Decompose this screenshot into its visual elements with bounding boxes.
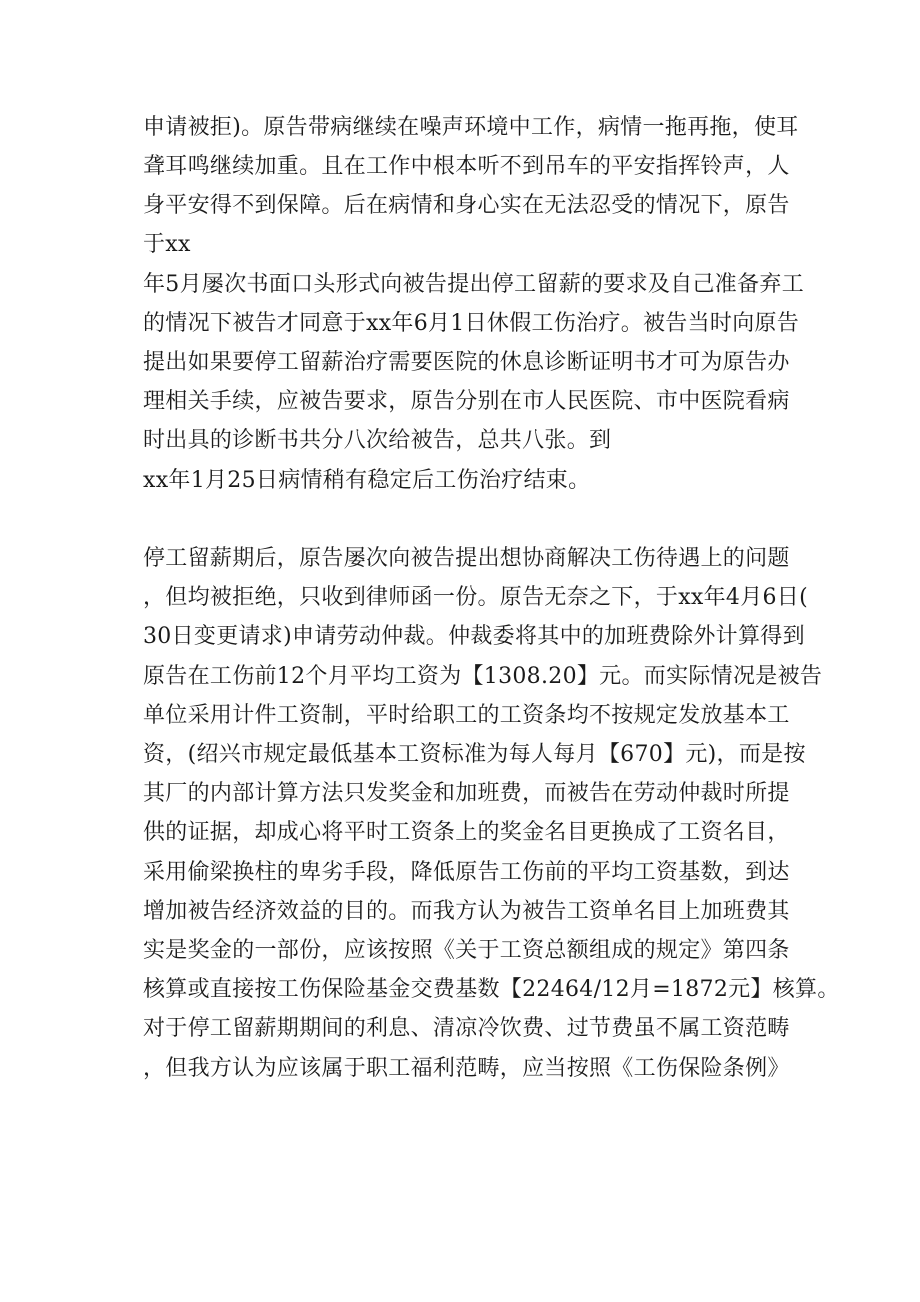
- paragraph-2-line-8: 供的证据，却成心将平时工资条上的奖金名目更换成了工资名目，: [143, 820, 790, 845]
- paragraph-2-line-4: 原告在工伤前12个月平均工资为【1308.20】元。而实际情况是被告: [143, 664, 823, 689]
- paragraph-2-line-12: 核算或直接按工伤保险基金交费基数【22464/12月=1872元】核算。: [143, 977, 840, 1002]
- paragraph-1-line-7: 提出如果要停工留薪治疗需要医院的休息诊断证明书才可为原告办: [143, 350, 790, 375]
- paragraph-2-line-10: 增加被告经济效益的目的。而我方认为被告工资单名目上加班费其: [143, 899, 790, 924]
- paragraph-1-line-9: 时出具的诊断书共分八次给被告，总共八张。到: [143, 428, 612, 453]
- paragraph-2-line-5: 单位采用计件工资制，平时给职工的工资条均不按规定发放基本工: [143, 703, 790, 728]
- paragraph-1-line-1: 申请被拒)。原告带病继续在噪声环境中工作，病情一拖再拖，使耳: [143, 115, 799, 140]
- paragraph-2-line-2: ，但均被拒绝，只收到律师函一份。原告无奈之下，于xx年4月6日(: [143, 585, 808, 610]
- paragraph-2-line-14: ，但我方认为应该属于职工福利范畴，应当按照《工伤保险条例》: [143, 1056, 790, 1081]
- paragraph-1-line-3: 身平安得不到保障。后在病情和身心实在无法忍受的情况下，原告: [143, 193, 790, 218]
- paragraph-2-line-13: 对于停工留薪期期间的利息、清凉冷饮费、过节费虽不属工资范畴: [143, 1016, 790, 1041]
- paragraph-1-line-2: 聋耳鸣继续加重。且在工作中根本听不到吊车的平安指挥铃声，人: [143, 154, 790, 179]
- paragraph-1-line-4: 于xx: [143, 232, 191, 257]
- paragraph-2-line-1: 停工留薪期后，原告屡次向被告提出想协商解决工伤待遇上的问题: [143, 546, 790, 571]
- paragraph-2-line-9: 采用偷梁换柱的卑劣手段，降低原告工伤前的平均工资基数，到达: [143, 860, 790, 885]
- paragraph-1-line-10: xx年1月25日病情稍有稳定后工伤治疗结束。: [143, 468, 591, 493]
- paragraph-2-line-3: 30日变更请求)申请劳动仲裁。仲裁委将其中的加班费除外计算得到: [143, 624, 805, 649]
- paragraph-1-line-6: 的情况下被告才同意于xx年6月1日休假工伤治疗。被告当时向原告: [143, 311, 800, 336]
- paragraph-2-line-6: 资，(绍兴市规定最低基本工资标准为每人每月【670】元)，而是按: [143, 742, 806, 767]
- paragraph-1-line-5: 年5月屡次书面口头形式向被告提出停工留薪的要求及自己准备弃工: [143, 272, 804, 297]
- paragraph-2-line-7: 其厂的内部计算方法只发奖金和加班费，而被告在劳动仲裁时所提: [143, 781, 790, 806]
- paragraph-2-line-11: 实是奖金的一部份，应该按照《关于工资总额组成的规定》第四条: [143, 938, 790, 963]
- paragraph-1-line-8: 理相关手续，应被告要求，原告分别在市人民医院、市中医院看病: [143, 389, 790, 414]
